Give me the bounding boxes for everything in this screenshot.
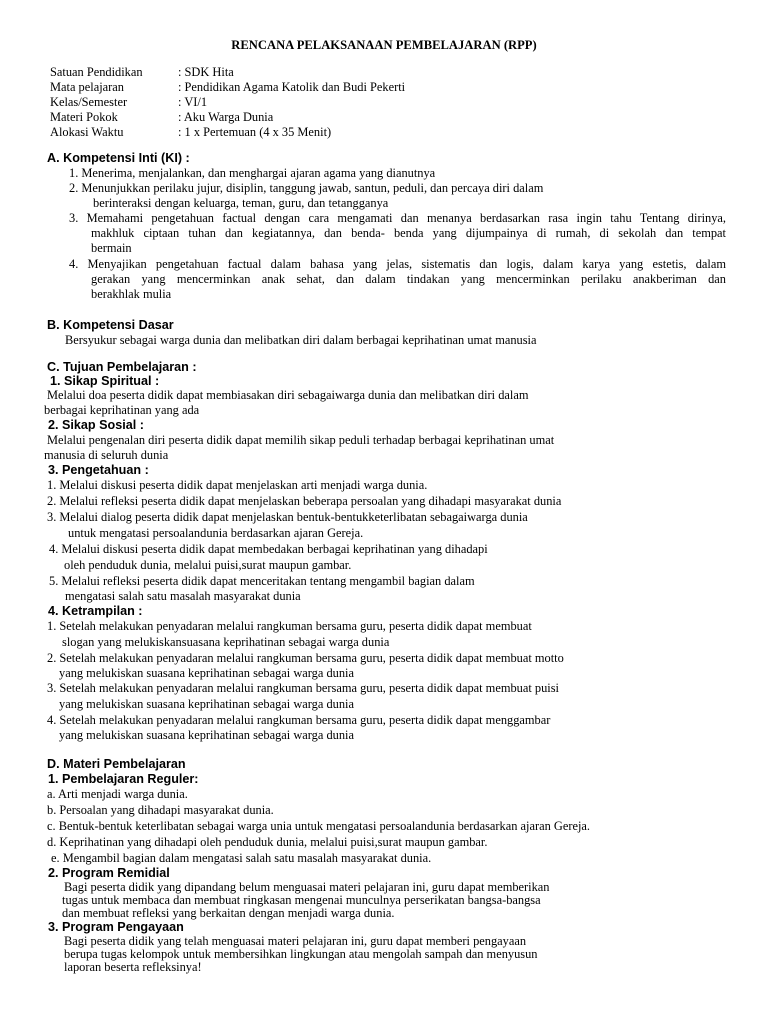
ki-line: 4. Menyajikan pengetahuan factual dalam bahasa yang jelas, sistematis dan logis, dalam karya yang estetis, dalam <box>69 257 726 271</box>
tujuan-ketrampilan-line: 1. Setelah melakukan penyadaran melalui rangkuman bersama guru, peserta didik dapat membuat <box>47 619 532 633</box>
identity-label-kelas: Kelas/Semester <box>50 95 128 109</box>
section-ki-heading: A. Kompetensi Inti (KI) : <box>47 151 190 165</box>
identity-value-kelas: : VI/1 <box>178 95 208 109</box>
ki-line: gerakan yang mencerminkan anak sehat, dan dalam tindakan yang mencerminkan perilaku anakberiman dan <box>91 272 726 286</box>
tujuan-pengetahuan-line: oleh penduduk dunia, melalui puisi,surat maupun gambar. <box>64 558 352 572</box>
materi-reguler-heading: 1. Pembelajaran Reguler: <box>48 772 199 786</box>
tujuan-ketrampilan-line: 3. Setelah melakukan penyadaran melalui rangkuman bersama guru, peserta didik dapat membuat puisi <box>47 681 559 695</box>
ki-line: berakhlak mulia <box>91 287 172 301</box>
tujuan-pengetahuan-line: 3. Melalui dialog peserta didik dapat menjelaskan bentuk-bentukketerlibatan sebagaiwarga dunia <box>47 510 528 524</box>
tujuan-pengetahuan-line: 5. Melalui refleksi peserta didik dapat menceritakan tentang mengambil bagian dalam <box>49 574 475 588</box>
materi-reguler-line: e. Mengambil bagian dalam mengatasi salah satu masalah masyarakat dunia. <box>51 851 432 865</box>
materi-reguler-line: d. Keprihatinan yang dihadapi oleh penduduk dunia, melalui puisi,surat maupun gambar. <box>47 835 488 849</box>
document-title: RENCANA PELAKSANAAN PEMBELAJARAN (RPP) <box>231 38 537 52</box>
materi-reguler-line: c. Bentuk-bentuk keterlibatan sebagai warga unia untuk mengatasi persoalandunia berdasarkan ajaran Gereja. <box>47 819 591 833</box>
tujuan-pengetahuan-line: 2. Melalui refleksi peserta didik dapat menjelaskan beberapa persoalan yang dihadapi masyarakat dunia <box>47 494 562 508</box>
identity-value-mapel: : Pendidikan Agama Katolik dan Budi Pekerti <box>178 80 406 94</box>
ki-line: 1. Menerima, menjalankan, dan menghargai ajaran agama yang dianutnya <box>69 166 436 180</box>
materi-pengayaan-line: berupa tugas kelompok untuk membersihkan lingkungan atau mengolah sampah dan menyusun <box>64 947 538 961</box>
tujuan-ketrampilan-line: slogan yang melukiskansuasana keprihatinan sebagai warga dunia <box>62 635 390 649</box>
tujuan-ketrampilan-line: yang melukiskan suasana keprihatinan sebagai warga dunia <box>59 697 354 711</box>
ki-line: 2. Menunjukkan perilaku jujur, disiplin, tanggung jawab, santun, peduli, dan percaya diri dalam <box>69 181 544 195</box>
materi-remidial-line: dan membuat refleksi yang berkaitan dengan menjadi warga dunia. <box>62 906 395 920</box>
identity-value-satuan: : SDK Hita <box>178 65 234 79</box>
tujuan-spiritual-line: Melalui doa peserta didik dapat membiasakan diri sebagaiwarga dunia dan melibatkan diri dalam <box>47 388 529 402</box>
ki-line: 3. Memahami pengetahuan factual dengan cara mengamati dan menanya berdasarkan rasa ingin tahu Tentang dirinya, <box>69 211 726 225</box>
tujuan-ketrampilan-heading: 4. Ketrampilan : <box>48 604 143 618</box>
tujuan-ketrampilan-line: 2. Setelah melakukan penyadaran melalui rangkuman bersama guru, peserta didik dapat membuat motto <box>47 651 564 665</box>
ki-line: berinteraksi dengan keluarga, teman, guru, dan tetangganya <box>93 196 389 210</box>
tujuan-spiritual-line: berbagai keprihatinan yang ada <box>44 403 200 417</box>
section-materi-heading: D. Materi Pembelajaran <box>47 757 186 771</box>
identity-label-materi: Materi Pokok <box>50 110 118 124</box>
ki-line: makhluk ciptaan tuhan dan kegiatannya, dan benda- benda yang dijumpainya di rumah, di sekolah dan tempat <box>91 226 726 240</box>
section-kd-heading: B. Kompetensi Dasar <box>47 318 174 332</box>
identity-label-alokasi: Alokasi Waktu <box>50 125 124 139</box>
identity-value-materi: : Aku Warga Dunia <box>178 110 274 124</box>
ki-line: bermain <box>91 241 132 255</box>
identity-value-alokasi: : 1 x Pertemuan (4 x 35 Menit) <box>178 125 332 139</box>
materi-reguler-line: a. Arti menjadi warga dunia. <box>47 787 188 801</box>
tujuan-pengetahuan-line: untuk mengatasi persoalandunia berdasarkan ajaran Gereja. <box>68 526 364 540</box>
tujuan-pengetahuan-line: mengatasi salah satu masalah masyarakat dunia <box>65 589 301 603</box>
materi-pengayaan-line: laporan beserta refleksinya! <box>64 960 202 974</box>
materi-remidial-line: tugas untuk membaca dan membuat ringkasan mengenai munculnya perserikatan bangsa-bangsa <box>62 893 541 907</box>
materi-reguler-line: b. Persoalan yang dihadapi masyarakat dunia. <box>47 803 274 817</box>
tujuan-ketrampilan-line: yang melukiskan suasana keprihatinan sebagai warga dunia <box>59 728 354 742</box>
kd-text: Bersyukur sebagai warga dunia dan melibatkan diri dalam berbagai keprihatinan umat manusia <box>65 333 537 347</box>
materi-pengayaan-heading: 3. Program Pengayaan <box>48 920 184 934</box>
tujuan-ketrampilan-line: 4. Setelah melakukan penyadaran melalui rangkuman bersama guru, peserta didik dapat menggambar <box>47 713 551 727</box>
tujuan-ketrampilan-line: yang melukiskan suasana keprihatinan sebagai warga dunia <box>59 666 354 680</box>
tujuan-sosial-line: manusia di seluruh dunia <box>44 448 169 462</box>
tujuan-pengetahuan-line: 1. Melalui diskusi peserta didik dapat menjelaskan arti menjadi warga dunia. <box>47 478 428 492</box>
identity-label-satuan: Satuan Pendidikan <box>50 65 143 79</box>
tujuan-sosial-heading: 2. Sikap Sosial : <box>48 418 144 432</box>
materi-remidial-line: Bagi peserta didik yang dipandang belum menguasai materi pelajaran ini, guru dapat memberikan <box>64 880 550 894</box>
materi-pengayaan-line: Bagi peserta didik yang telah menguasai materi pelajaran ini, guru dapat memberi pengayaan <box>64 934 527 948</box>
tujuan-pengetahuan-line: 4. Melalui diskusi peserta didik dapat membedakan berbagai keprihatinan yang dihadapi <box>49 542 488 556</box>
materi-remidial-heading: 2. Program Remidial <box>48 866 170 880</box>
section-tujuan-heading: C. Tujuan Pembelajaran : <box>47 360 197 374</box>
tujuan-sosial-line: Melalui pengenalan diri peserta didik dapat memilih sikap peduli terhadap berbagai keprihatinan umat <box>47 433 555 447</box>
identity-label-mapel: Mata pelajaran <box>50 80 124 94</box>
tujuan-spiritual-heading: 1. Sikap Spiritual : <box>50 374 160 388</box>
tujuan-pengetahuan-heading: 3. Pengetahuan : <box>48 463 149 477</box>
